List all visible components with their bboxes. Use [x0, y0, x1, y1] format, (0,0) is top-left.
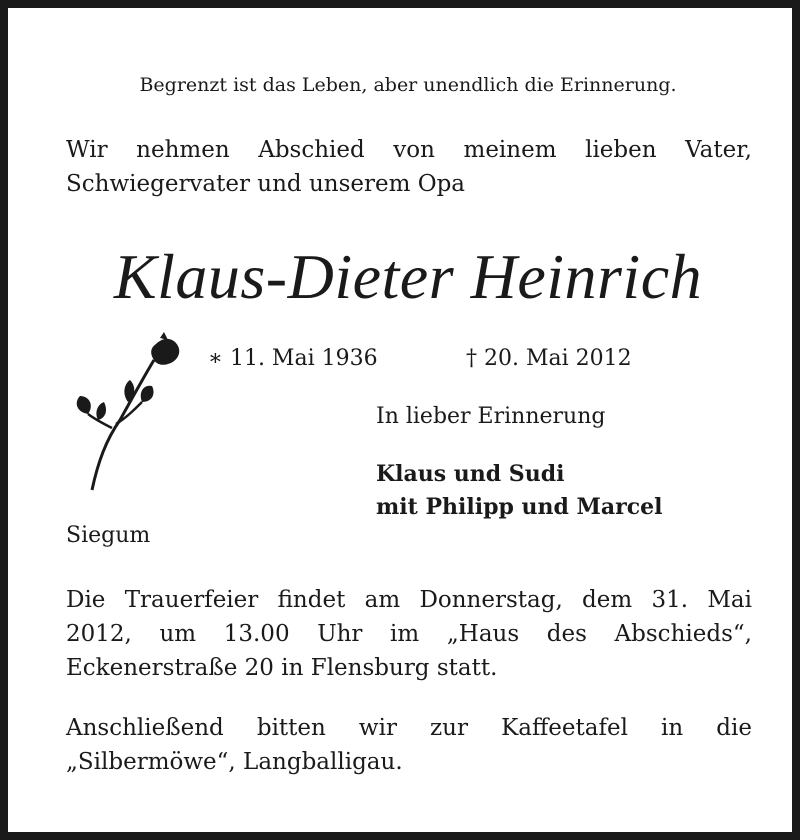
- intro-line-1: [66, 133, 752, 167]
- word: Trauerfeier: [124, 587, 259, 613]
- family-line-2: mit Philipp und Marcel: [376, 494, 663, 520]
- word: 2012,: [66, 621, 132, 647]
- motto: Begrenzt ist das Leben, aber unendlich die Erinnerung.: [139, 74, 677, 96]
- intro-line-2: Schwiegervater und unserem Opa: [66, 171, 466, 197]
- word: des: [546, 621, 587, 647]
- birth-date: ∗ 11. Mai 1936: [208, 346, 378, 371]
- word: von: [393, 137, 435, 163]
- funeral-line-1: [66, 583, 752, 617]
- word: im: [390, 621, 420, 647]
- coffee-line-2: „Silbermöwe“, Langballigau.: [66, 749, 403, 775]
- word: lieben: [585, 137, 657, 163]
- family-signature: [376, 458, 662, 524]
- word: wir: [358, 715, 397, 741]
- word: findet: [277, 587, 346, 613]
- memory-line: In lieber Erinnerung: [376, 404, 606, 429]
- family-line-1: Klaus und Sudi: [376, 461, 565, 487]
- word: Anschließend: [66, 715, 224, 741]
- word: Kaffeetafel: [501, 715, 628, 741]
- word: Abschieds“,: [614, 621, 752, 647]
- deceased-name: Klaus-Dieter Heinrich: [113, 241, 703, 312]
- word: meinem: [463, 137, 557, 163]
- word: die: [716, 715, 752, 741]
- rose-icon: [68, 330, 188, 502]
- word: dem: [582, 587, 633, 613]
- coffee-info: [66, 711, 752, 779]
- word: nehmen: [136, 137, 230, 163]
- word: Die: [66, 587, 106, 613]
- word: Vater,: [685, 137, 752, 163]
- place: Siegum: [66, 523, 151, 548]
- word: „Haus: [446, 621, 520, 647]
- word: Donnerstag,: [419, 587, 563, 613]
- word: in: [661, 715, 684, 741]
- word: bitten: [256, 715, 326, 741]
- word: um: [159, 621, 197, 647]
- word: Mai: [707, 587, 752, 613]
- word: Abschied: [258, 137, 365, 163]
- death-date: † 20. Mai 2012: [466, 346, 632, 371]
- intro-text: [66, 133, 752, 201]
- funeral-info: [66, 583, 752, 685]
- word: Uhr: [317, 621, 363, 647]
- funeral-line-2: [66, 617, 752, 651]
- word: 31.: [651, 587, 689, 613]
- word: Wir: [66, 137, 108, 163]
- word: am: [364, 587, 401, 613]
- coffee-line-1: [66, 711, 752, 745]
- funeral-line-3: Eckenerstraße 20 in Flensburg statt.: [66, 655, 498, 681]
- word: 13.00: [223, 621, 290, 647]
- word: zur: [430, 715, 468, 741]
